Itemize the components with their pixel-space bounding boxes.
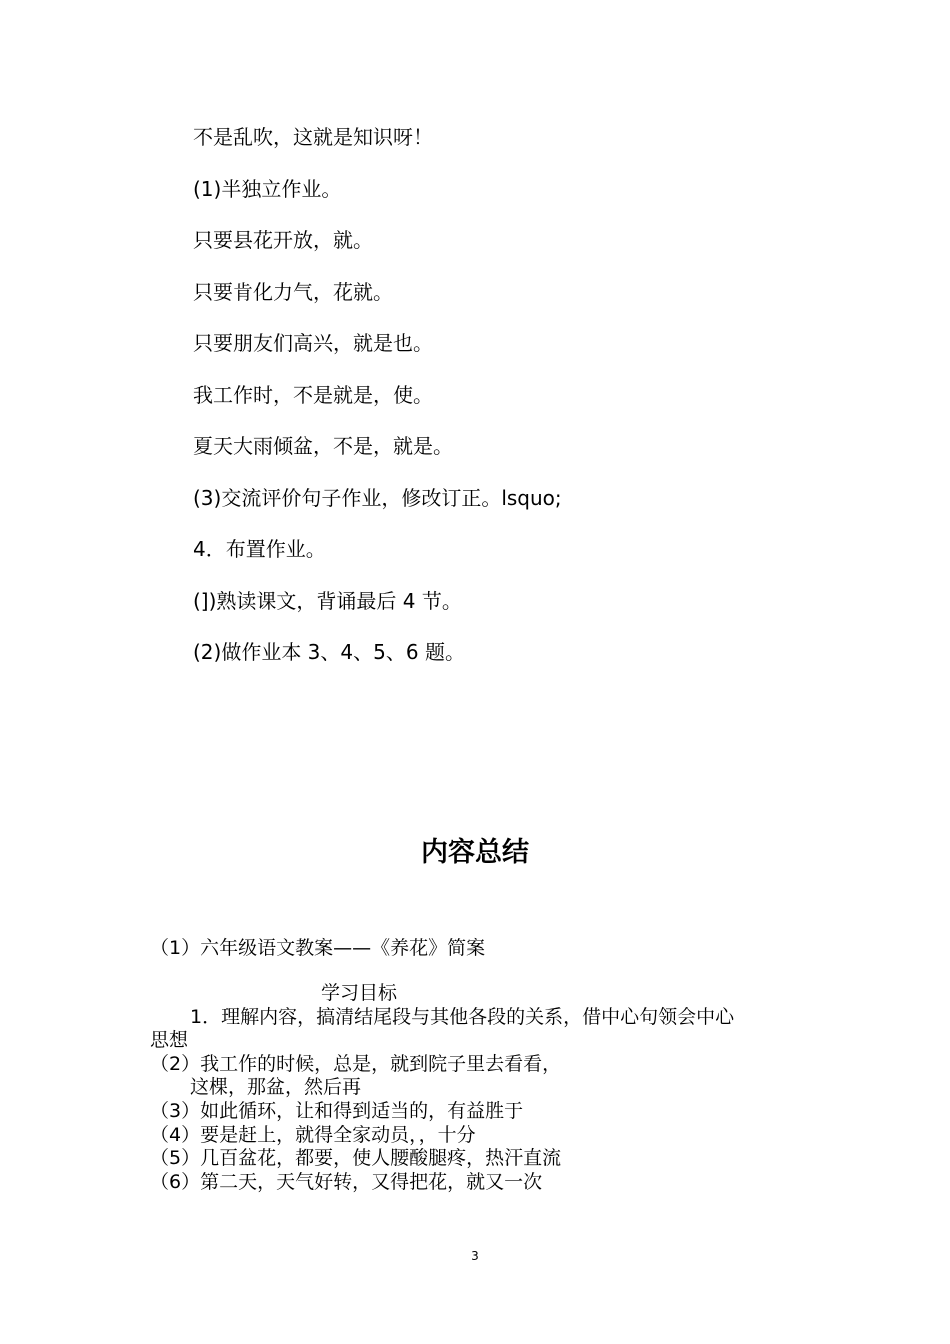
text-line-4: 只要肯化力气，花就。 <box>193 279 393 304</box>
learning-objectives-title: 学习目标 <box>321 982 398 1004</box>
upper-text-block <box>193 121 562 688</box>
summary-item-4: （4）要是赶上，就得全家动员，，十分 <box>150 1123 476 1146</box>
text-line-11: (2)做作业本 3、4、5、6 题。 <box>193 640 465 664</box>
text-line-6: 我工作时，不是就是，使。 <box>193 382 433 407</box>
text-line-9: 4．布置作业。 <box>193 537 326 561</box>
text-line-1: 不是乱吹，这就是知识呀！ <box>193 125 433 149</box>
summary-item-5: （5）几百盆花，都要，使人腰酸腿疼，热汗直流 <box>150 1147 562 1170</box>
summary-item-2-continued: 这棵，那盆，然后再 <box>190 1076 362 1099</box>
item-heading: （1）六年级语文教案——《养花》简案 <box>150 937 486 959</box>
summary-body <box>150 982 800 1194</box>
page-number: 3 <box>471 1249 479 1263</box>
summary-item-2: （2）我工作的时候，总是，就到院子里去看看， <box>150 1052 562 1075</box>
objective-line-1: 1．理解内容，搞清结尾段与其他各段的关系，借中心句领会中心 <box>190 1005 735 1028</box>
objective-line-2: 思想 <box>150 1029 189 1052</box>
summary-item-3: （3）如此循环，让和得到适当的，有益胜于 <box>150 1099 524 1122</box>
text-line-7: 夏天大雨倾盆，不是，就是。 <box>193 434 453 458</box>
summary-title: 内容总结 <box>421 837 529 868</box>
summary-item-6: （6）第二天，天气好转，又得把花，就又一次 <box>150 1170 543 1193</box>
text-line-3: 只要县花开放，就。 <box>193 228 373 252</box>
text-line-10: (])熟读课文，背诵最后 4 节。 <box>193 588 462 613</box>
text-line-5: 只要朋友们高兴，就是也。 <box>193 331 433 355</box>
text-line-2: (1)半独立作业。 <box>193 176 342 201</box>
text-line-8: (3)交流评价句子作业，修改订正。lsquo; <box>193 485 562 510</box>
